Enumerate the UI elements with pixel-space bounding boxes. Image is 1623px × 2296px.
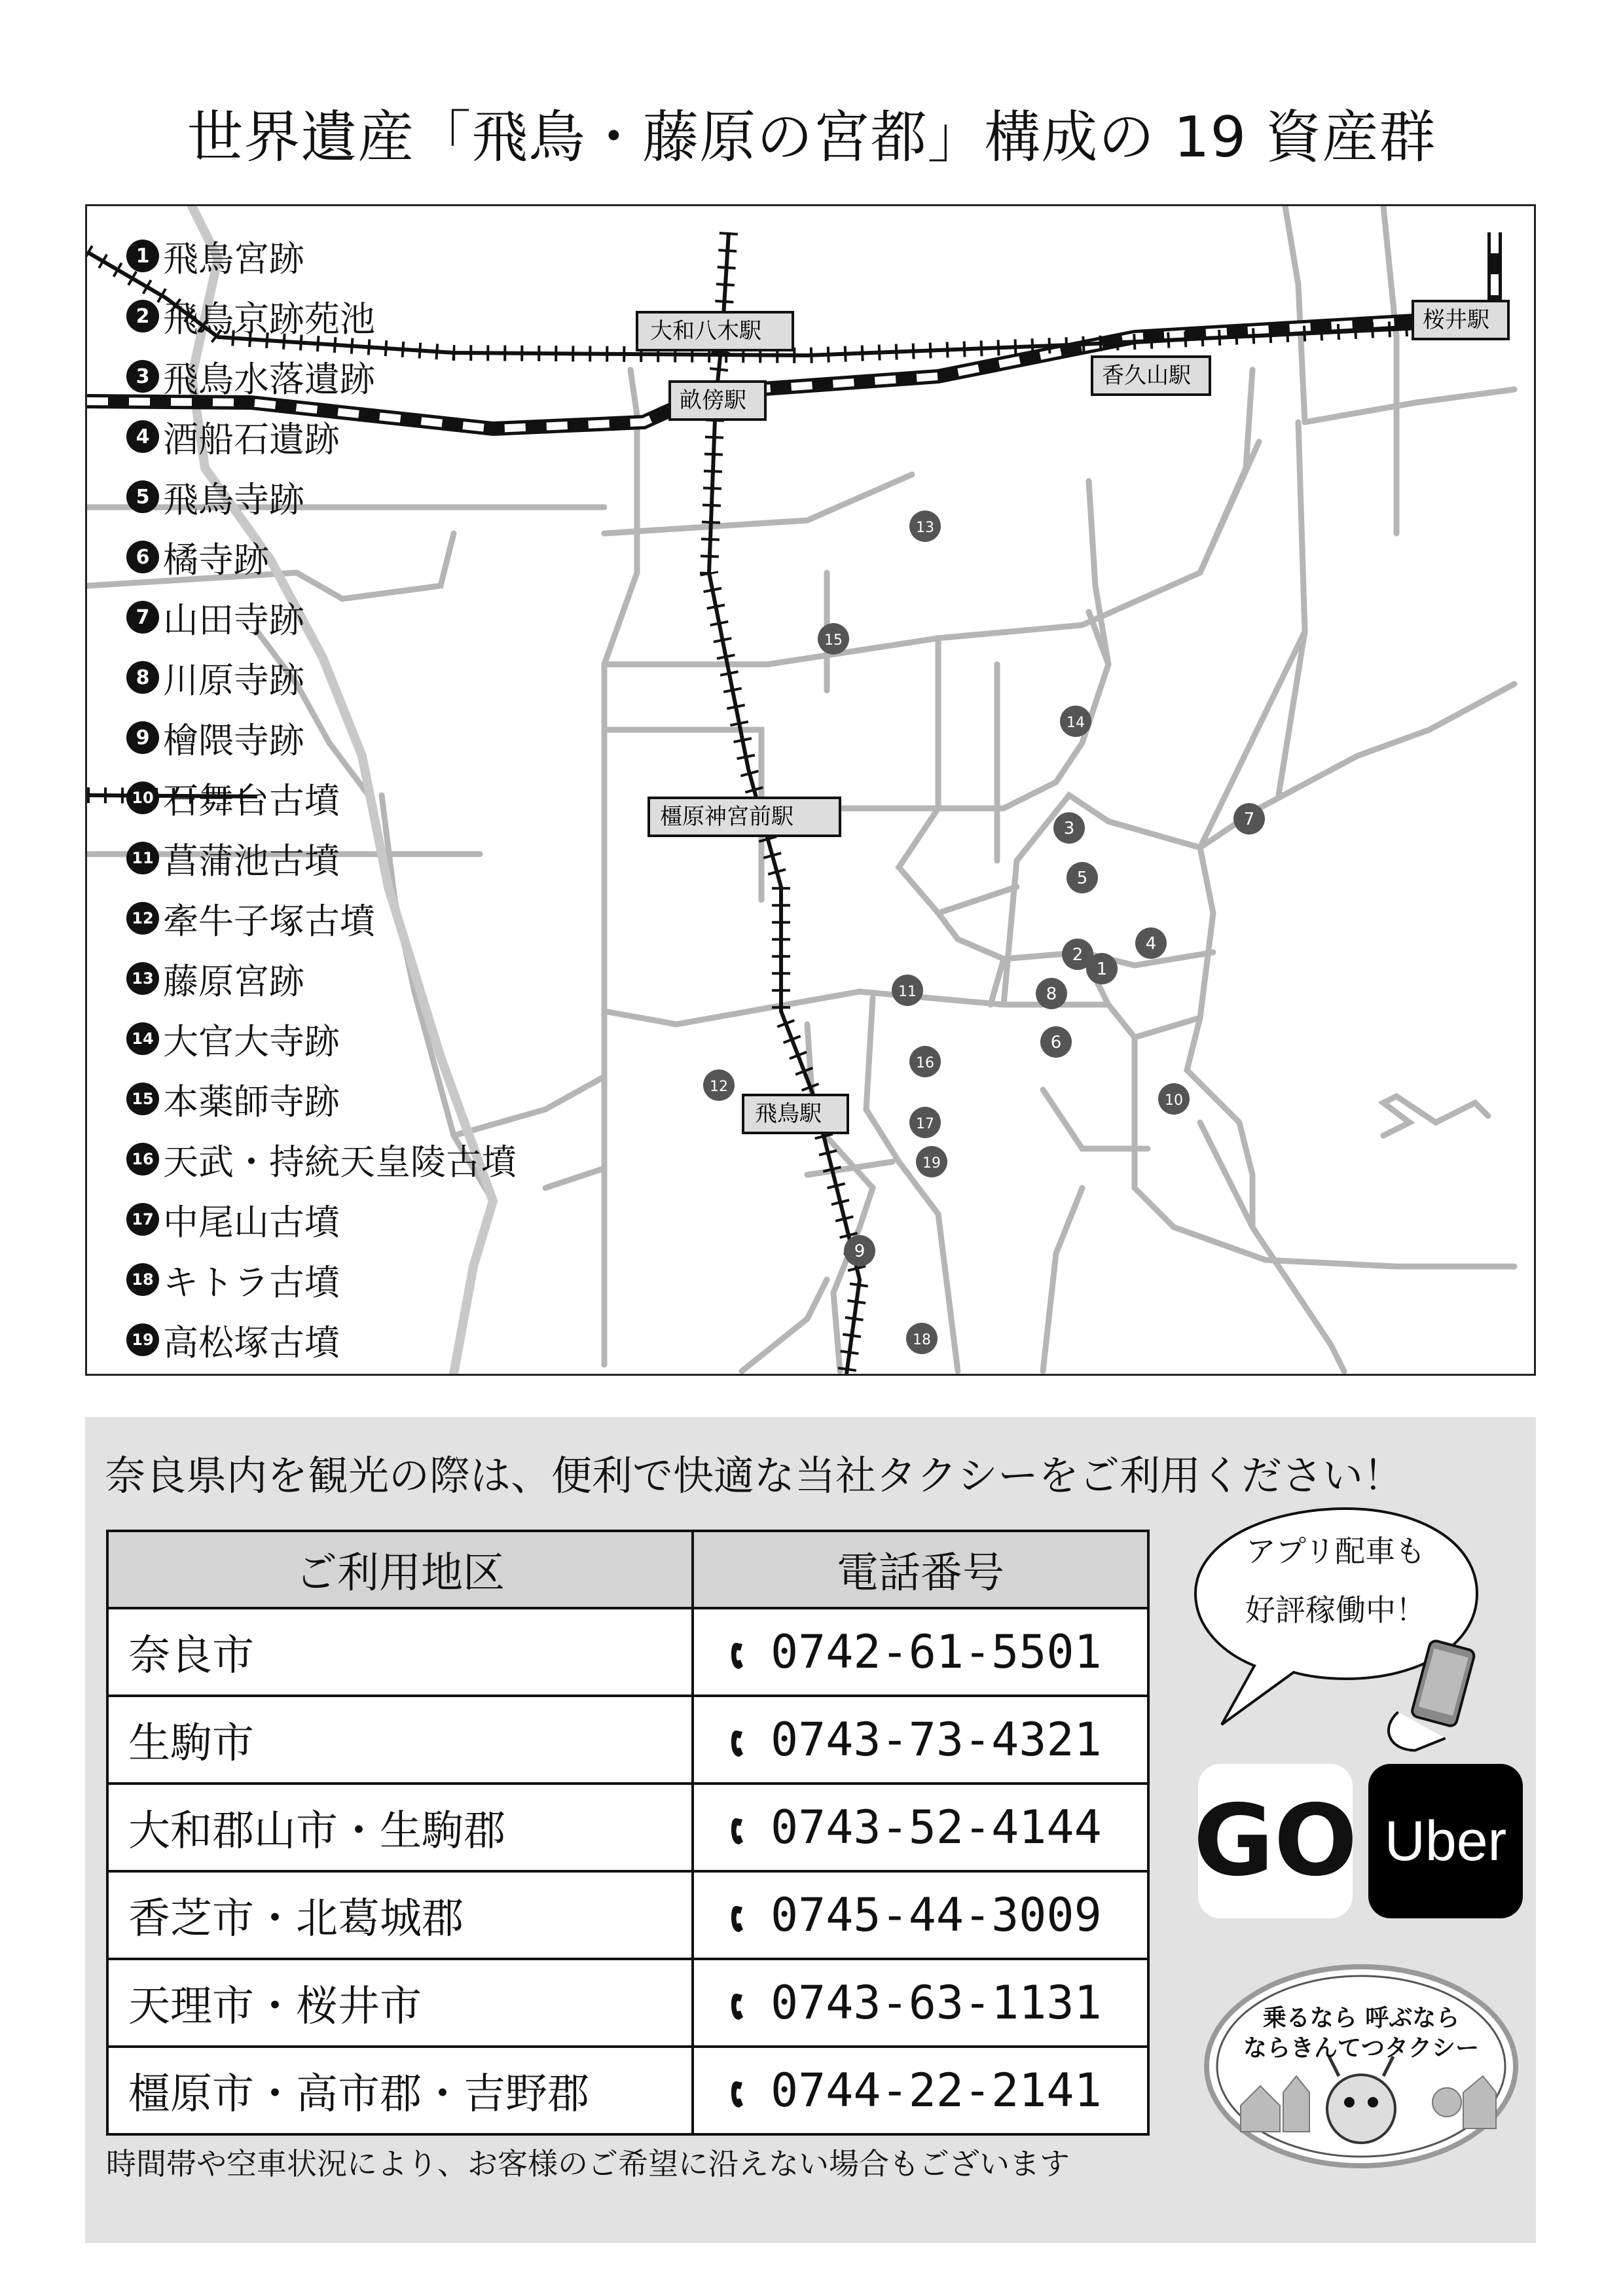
svg-text:大和八木駅: 大和八木駅	[650, 318, 761, 344]
legend-label: 藤原宮跡	[163, 960, 304, 1002]
legend-number: 13	[126, 962, 159, 995]
area-cell: 天理市・桜井市	[107, 1959, 693, 2047]
legend-number: 4	[126, 420, 159, 453]
site-marker	[818, 623, 849, 655]
area-cell: 奈良市	[107, 1608, 693, 1696]
legend-label: 本薬師寺跡	[163, 1081, 340, 1122]
station-kashiharajingumae	[649, 798, 840, 836]
bubble-line1: アプリ配車も	[1245, 1534, 1426, 1569]
col-area-header: ご利用地区	[107, 1531, 693, 1608]
legend-number: 6	[126, 541, 159, 573]
badge-line2: ならきんてつタクシー	[1243, 2035, 1479, 2062]
legend-label: 飛鳥寺跡	[163, 478, 304, 520]
site-marker	[844, 1235, 875, 1266]
availability-note: 時間帯や空車状況により、お客様のご希望に沿えない場合もございます	[106, 2146, 1070, 2181]
legend-number: 8	[126, 661, 159, 694]
area-cell: 生駒市	[107, 1696, 693, 1784]
legend-item	[126, 1069, 517, 1129]
legend-number: 1	[126, 240, 159, 272]
phone-icon	[730, 1728, 752, 1759]
site-marker	[906, 1323, 938, 1354]
taxi-section	[85, 1417, 1536, 2243]
table-row	[107, 1871, 1148, 1959]
legend-label: 高松塚古墳	[163, 1321, 340, 1363]
legend-number: 18	[126, 1263, 159, 1296]
legend-number: 19	[126, 1323, 159, 1356]
phone-number: 0743-73-4321	[771, 1713, 1102, 1767]
col-phone-header: 電話番号	[693, 1531, 1148, 1608]
site-marker	[1067, 862, 1098, 893]
legend-item	[126, 346, 517, 406]
legend-item	[126, 587, 517, 647]
legend-number: 11	[126, 842, 159, 874]
phone-number: 0742-61-5501	[771, 1625, 1102, 1679]
site-marker	[892, 975, 923, 1006]
site-marker	[909, 1107, 941, 1138]
legend-number: 16	[126, 1143, 159, 1175]
phone-icon	[730, 1903, 752, 1935]
legend-number: 9	[126, 721, 159, 754]
legend-item	[126, 286, 517, 346]
site-marker-number: 15	[824, 632, 843, 649]
legend-number: 3	[126, 360, 159, 393]
bubble-line2: 好評稼働中！	[1245, 1592, 1426, 1628]
legend-item	[126, 888, 517, 948]
phone-cell[interactable]	[693, 1784, 1148, 1871]
legend-label: 橘寺跡	[163, 539, 269, 581]
site-marker-number: 18	[913, 1332, 931, 1348]
station-sakurai	[1413, 301, 1508, 339]
site-marker	[703, 1069, 735, 1101]
legend-item	[126, 708, 517, 768]
site-marker-number: 14	[1067, 715, 1085, 731]
legend-label: 酒船石遺跡	[163, 418, 340, 460]
taxi-phone-table	[106, 1530, 1150, 2136]
site-marker-number: 9	[854, 1242, 866, 1261]
uber-app-logo[interactable]: Uber	[1368, 1764, 1523, 1918]
legend	[126, 226, 517, 1370]
legend-item	[126, 1129, 517, 1189]
station-kaguyama	[1092, 357, 1210, 395]
legend-item	[126, 226, 517, 286]
legend-label: キトラ古墳	[163, 1261, 340, 1303]
legend-number: 12	[126, 902, 159, 935]
station-unebi	[670, 382, 765, 420]
table-row	[107, 1784, 1148, 1871]
site-marker	[916, 1146, 947, 1177]
legend-item	[126, 828, 517, 888]
legend-number: 17	[126, 1203, 159, 1236]
site-marker-number: 3	[1063, 819, 1075, 838]
site-marker	[1135, 927, 1167, 959]
station-asuka	[743, 1095, 848, 1133]
site-marker-number: 16	[916, 1055, 934, 1071]
svg-text:畝傍駅: 畝傍駅	[680, 387, 746, 414]
phone-cell[interactable]	[693, 1959, 1148, 2047]
site-marker-number: 4	[1145, 934, 1157, 954]
site-marker-number: 17	[916, 1116, 934, 1132]
site-marker	[1036, 978, 1067, 1009]
station-yamato-yagi	[637, 312, 793, 350]
go-app-logo[interactable]: GO	[1198, 1764, 1353, 1918]
taxi-heading: 奈良県内を観光の際は、便利で快適な当社タクシーをご利用ください！	[105, 1452, 1404, 1499]
nara-kintetsu-taxi-badge	[1201, 1962, 1521, 2171]
svg-text:桜井駅: 桜井駅	[1423, 307, 1489, 333]
site-marker-number: 11	[898, 984, 917, 1000]
legend-label: 飛鳥水落遺跡	[163, 358, 375, 400]
phone-cell[interactable]	[693, 2047, 1148, 2134]
legend-item	[126, 768, 517, 828]
site-marker-number: 6	[1050, 1033, 1062, 1052]
legend-label: 川原寺跡	[163, 659, 304, 701]
phone-number: 0743-63-1131	[771, 1976, 1102, 2030]
phone-number: 0744-22-2141	[771, 2064, 1102, 2117]
legend-item	[126, 406, 517, 467]
legend-label: 天武・持統天皇陵古墳	[163, 1141, 517, 1183]
legend-item	[126, 467, 517, 527]
site-marker	[909, 1046, 941, 1077]
legend-number: 7	[126, 601, 159, 634]
site-marker	[1233, 803, 1265, 834]
legend-label: 中尾山古墳	[163, 1201, 340, 1243]
phone-cell[interactable]	[693, 1871, 1148, 1959]
legend-item	[126, 1310, 517, 1370]
legend-number: 5	[126, 480, 159, 513]
svg-text:香久山駅: 香久山駅	[1102, 363, 1191, 389]
legend-item	[126, 948, 517, 1009]
legend-label: 石舞台古墳	[163, 780, 340, 821]
area-cell: 大和郡山市・生駒郡	[107, 1784, 693, 1871]
site-marker	[1053, 812, 1085, 844]
heritage-map-panel	[85, 204, 1536, 1376]
legend-label: 飛鳥京跡苑池	[163, 298, 375, 340]
table-row	[107, 1959, 1148, 2047]
site-marker	[1158, 1083, 1190, 1115]
site-marker-number: 2	[1072, 945, 1084, 965]
site-marker-number: 12	[710, 1079, 728, 1095]
site-marker	[909, 511, 941, 542]
legend-number: 10	[126, 781, 159, 814]
site-marker-number: 8	[1046, 984, 1057, 1004]
table-row	[107, 2047, 1148, 2134]
site-marker-number: 5	[1076, 869, 1088, 888]
legend-label: 大官大寺跡	[163, 1020, 340, 1062]
legend-item	[126, 527, 517, 587]
legend-number: 2	[126, 300, 159, 332]
svg-text:橿原神宮前駅: 橿原神宮前駅	[660, 804, 793, 830]
site-marker-number: 13	[916, 520, 934, 536]
legend-label: 飛鳥宮跡	[163, 238, 304, 279]
site-marker-number: 7	[1243, 810, 1255, 829]
legend-item	[126, 1249, 517, 1310]
phone-icon	[730, 1816, 752, 1847]
legend-number: 15	[126, 1083, 159, 1115]
svg-text:飛鳥駅: 飛鳥駅	[755, 1101, 822, 1127]
site-marker-number: 19	[922, 1155, 941, 1172]
legend-item	[126, 1009, 517, 1069]
phone-number: 0743-52-4144	[771, 1801, 1102, 1854]
legend-item	[126, 1189, 517, 1249]
table-row	[107, 1696, 1148, 1784]
badge-line1: 乗るなら 呼ぶなら	[1262, 2005, 1460, 2032]
site-marker-number: 10	[1165, 1092, 1183, 1109]
legend-label: 牽牛子塚古墳	[163, 900, 375, 942]
phone-icon	[730, 1640, 752, 1672]
area-cell: 橿原市・高市郡・吉野郡	[107, 2047, 693, 2134]
phone-number: 0745-44-3009	[771, 1888, 1102, 1942]
phone-cell[interactable]	[693, 1696, 1148, 1784]
page-title: 世界遺産「飛鳥・藤原の宮都」構成の 19 資産群	[187, 105, 1436, 170]
phone-icon	[730, 2079, 752, 2110]
legend-number: 14	[126, 1022, 159, 1055]
site-marker	[1040, 1026, 1072, 1058]
area-cell: 香芝市・北葛城郡	[107, 1871, 693, 1959]
legend-item	[126, 647, 517, 708]
site-marker	[1086, 953, 1118, 984]
legend-label: 菖蒲池古墳	[163, 840, 340, 882]
legend-label: 山田寺跡	[163, 599, 304, 641]
site-marker	[1060, 706, 1091, 737]
site-marker-number: 1	[1096, 960, 1108, 979]
phone-icon	[730, 1991, 752, 2022]
table-row	[107, 1608, 1148, 1696]
phone-cell[interactable]	[693, 1608, 1148, 1696]
legend-label: 檜隈寺跡	[163, 719, 304, 761]
